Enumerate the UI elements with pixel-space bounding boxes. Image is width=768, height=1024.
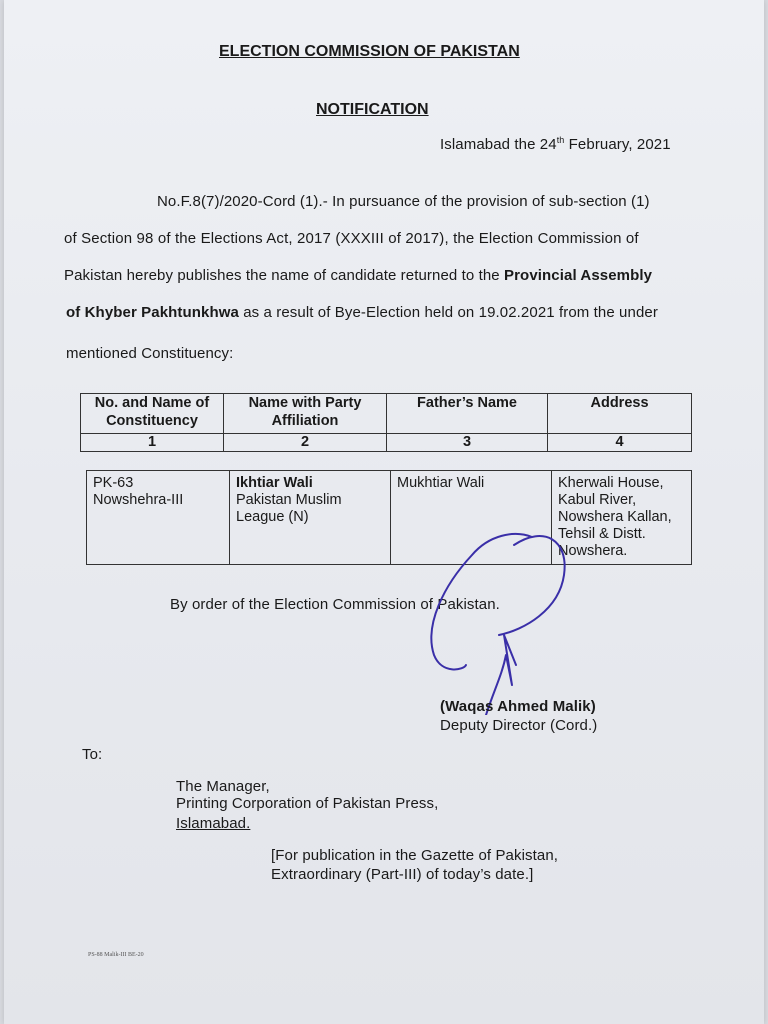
recipient-line-2: Printing Corporation of Pakistan Press, [176,795,439,812]
signatory-name: (Waqas Ahmed Malik) [440,698,596,715]
body-line-1: No.F.8(7)/2020-Cord (1).- In pursuance of the provision of sub-section (1) [157,193,650,210]
constituency-table-body [86,470,692,565]
column-number-2: 2 [224,434,387,452]
column-number-3: 3 [387,434,548,452]
order-line: By order of the Election Commission of Pakistan. [170,596,500,613]
date-line: Islamabad the 24th February, 2021 [440,135,671,153]
cell-constituency: PK-63 Nowshehra-III [87,471,230,565]
publication-line-2: Extraordinary (Part-III) of today’s date.] [271,866,534,883]
body-line-5: mentioned Constituency: [66,345,234,362]
publication-line-1: [For publication in the Gazette of Pakistan, [271,847,559,864]
table-row [87,471,692,565]
cell-name-party: Ikhtiar Wali Pakistan Muslim League (N) [230,471,391,565]
document-page [4,0,764,1024]
commission-title: ELECTION COMMISSION OF PAKISTAN [219,43,520,60]
constituency-table-header [80,393,692,452]
recipient-line-1: The Manager, [176,778,270,795]
signature-icon [404,515,584,715]
to-label: To: [82,746,103,763]
recipient-line-3: Islamabad. [176,815,251,832]
signatory-title: Deputy Director (Cord.) [440,717,598,734]
footer-code: PS-88 Malik-III BE-20 [88,952,144,958]
column-number-4: 4 [548,434,692,452]
header-address: Address [548,394,692,434]
cell-address: Kherwali House, Kabul River, Nowshera Kallan, Tehsil & Distt. Nowshera. [552,471,692,565]
notification-title: NOTIFICATION [316,101,429,118]
body-line-2: of Section 98 of the Elections Act, 2017 (XXXIII of 2017), the Election Commission of [64,230,639,247]
body-line-4: of Khyber Pakhtunkhwa as a result of Bye-Election held on 19.02.2021 from the under [66,304,658,321]
header-father-name: Father’s Name [387,394,548,434]
header-name-party: Name with Party Affiliation [224,394,387,434]
column-number-1: 1 [81,434,224,452]
header-constituency: No. and Name of Constituency [81,394,224,434]
body-line-3: Pakistan hereby publishes the name of candidate returned to the Provincial Assembly [64,267,653,284]
cell-father-name: Mukhtiar Wali [391,471,552,565]
